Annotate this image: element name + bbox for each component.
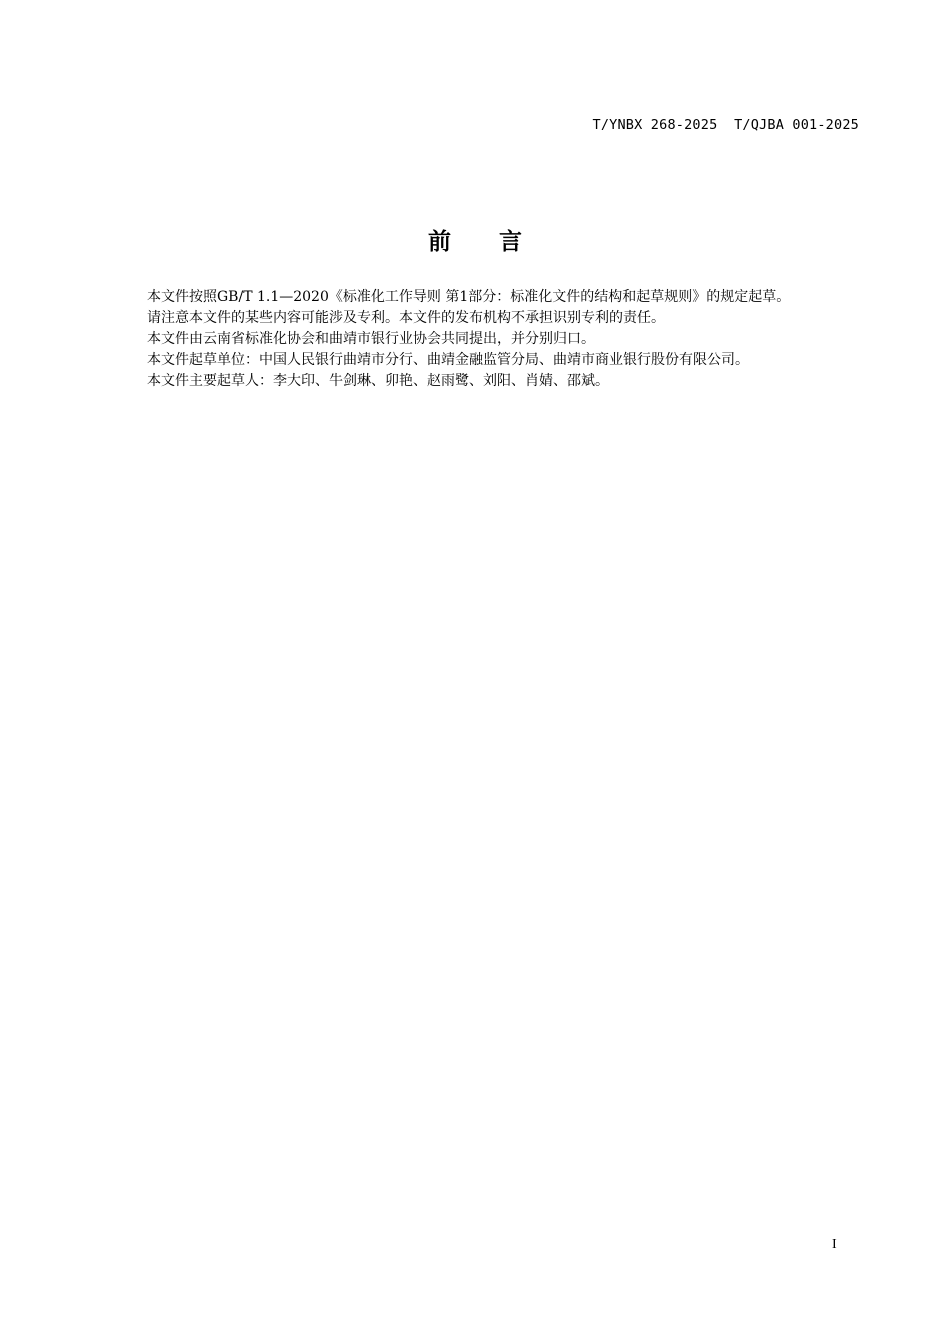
page-number: I xyxy=(832,1237,837,1252)
standard-code-header: T/YNBX 268-2025 T/QJBA 001-2025 xyxy=(592,117,859,133)
paragraph-proposer: 本文件由云南省标准化协会和曲靖市银行业协会共同提出，并分别归口。 xyxy=(147,331,595,347)
paragraph-drafters: 本文件主要起草人：李大印、牛剑琳、卯艳、赵雨鹭、刘阳、肖婧、邵斌。 xyxy=(147,373,609,389)
foreword-body xyxy=(113,287,861,392)
page-title: 前 言 xyxy=(427,229,523,255)
paragraph-drafting-units: 本文件起草单位：中国人民银行曲靖市分行、曲靖金融监管分局、曲靖市商业银行股份有限公司。 xyxy=(147,352,749,368)
paragraph-drafting-rules: 本文件按照GB/T 1.1—2020《标准化工作导则 第1部分：标准化文件的结构和起草规则》的规定起草。 xyxy=(147,289,791,305)
paragraph-patent-notice: 请注意本文件的某些内容可能涉及专利。本文件的发布机构不承担识别专利的责任。 xyxy=(147,310,665,326)
